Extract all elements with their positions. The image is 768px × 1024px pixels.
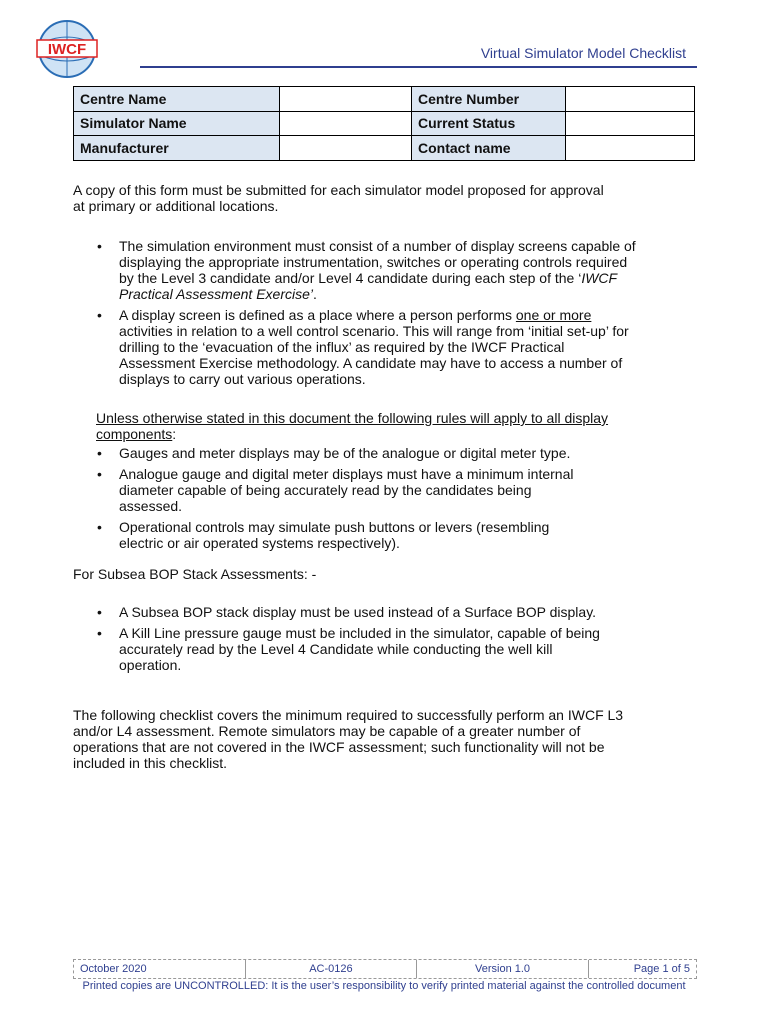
table-row <box>74 87 695 112</box>
header-divider <box>140 66 697 68</box>
list-item: • A Subsea BOP stack display must be used instead of a Surface BOP display. <box>73 604 613 620</box>
label-manufacturer: Manufacturer <box>74 136 280 161</box>
footer-version: Version 1.0 <box>417 960 589 978</box>
footer-page: Page 1 of 5 <box>633 963 690 975</box>
subsea-heading: For Subsea BOP Stack Assessments: - <box>73 566 317 582</box>
footer-code: AC-0126 <box>246 960 418 978</box>
list-item: • A Kill Line pressure gauge must be included in the simulator, capable of being accurately read by the Level 4 Candidate while conducting the well kill operation. <box>73 625 613 673</box>
display-requirements-list <box>73 238 643 392</box>
list-item: • The simulation environment must consist of a number of display screens capable of displaying the appropriate instrumentation, switches or operating controls required by the Level 3 candidate and/or Level 4 candidate during each step of the ‘IWCF Practical Assessment Exercise’. <box>73 238 643 302</box>
info-table <box>73 86 695 161</box>
label-centre-number: Centre Number <box>412 87 566 112</box>
centre-name-field[interactable] <box>280 87 412 112</box>
manufacturer-field[interactable] <box>280 136 412 161</box>
list-item: • Operational controls may simulate push buttons or levers (resembling electric or air operated systems respectively). <box>73 519 583 551</box>
footer-date: October 2020 <box>74 960 246 978</box>
label-simulator-name: Simulator Name <box>74 111 280 136</box>
label-centre-name: Centre Name <box>74 87 280 112</box>
closing-paragraph: The following checklist covers the minimum required to successfully perform an IWCF L3 and/or L4 assessment. Remote simulators may be capable of a greater number of operations that are not covered in the IWCF assessment; such functionality will not be included in this checklist. <box>73 707 624 771</box>
footer-note: Printed copies are UNCONTROLLED: It is the user’s responsibility to verify printed material against the controlled document <box>82 980 686 992</box>
current-status-field[interactable] <box>566 111 695 136</box>
table-row <box>74 111 695 136</box>
label-current-status: Current Status <box>412 111 566 136</box>
simulator-name-field[interactable] <box>280 111 412 136</box>
document-title: Virtual Simulator Model Checklist <box>480 45 686 61</box>
intro-paragraph: A copy of this form must be submitted for each simulator model proposed for approval at primary or additional locations. <box>73 182 604 214</box>
label-contact-name: Contact name <box>412 136 566 161</box>
footer-bar <box>73 959 697 979</box>
list-item: • A display screen is defined as a place where a person performs one or more activities in relation to a well control scenario. This will range from ‘initial set-up’ for drilling to the ‘evacuation of the influx’ as required by the IWCF Practical Assessment Exercise methodology. A candidate may have to access a number of displays to carry out various operations. <box>73 307 643 387</box>
rules-list <box>73 445 583 556</box>
table-row <box>74 136 695 161</box>
iwcf-logo <box>36 18 98 80</box>
centre-number-field[interactable] <box>566 87 695 112</box>
rules-heading: Unless otherwise stated in this document the following rules will apply to all display components: <box>96 410 609 442</box>
list-item: • Analogue gauge and digital meter displays must have a minimum internal diameter capable of being accurately read by the candidates being assessed. <box>73 466 583 514</box>
logo-text: IWCF <box>47 41 87 58</box>
subsea-list <box>73 604 613 678</box>
contact-name-field[interactable] <box>566 136 695 161</box>
list-item: • Gauges and meter displays may be of the analogue or digital meter type. <box>73 445 583 461</box>
